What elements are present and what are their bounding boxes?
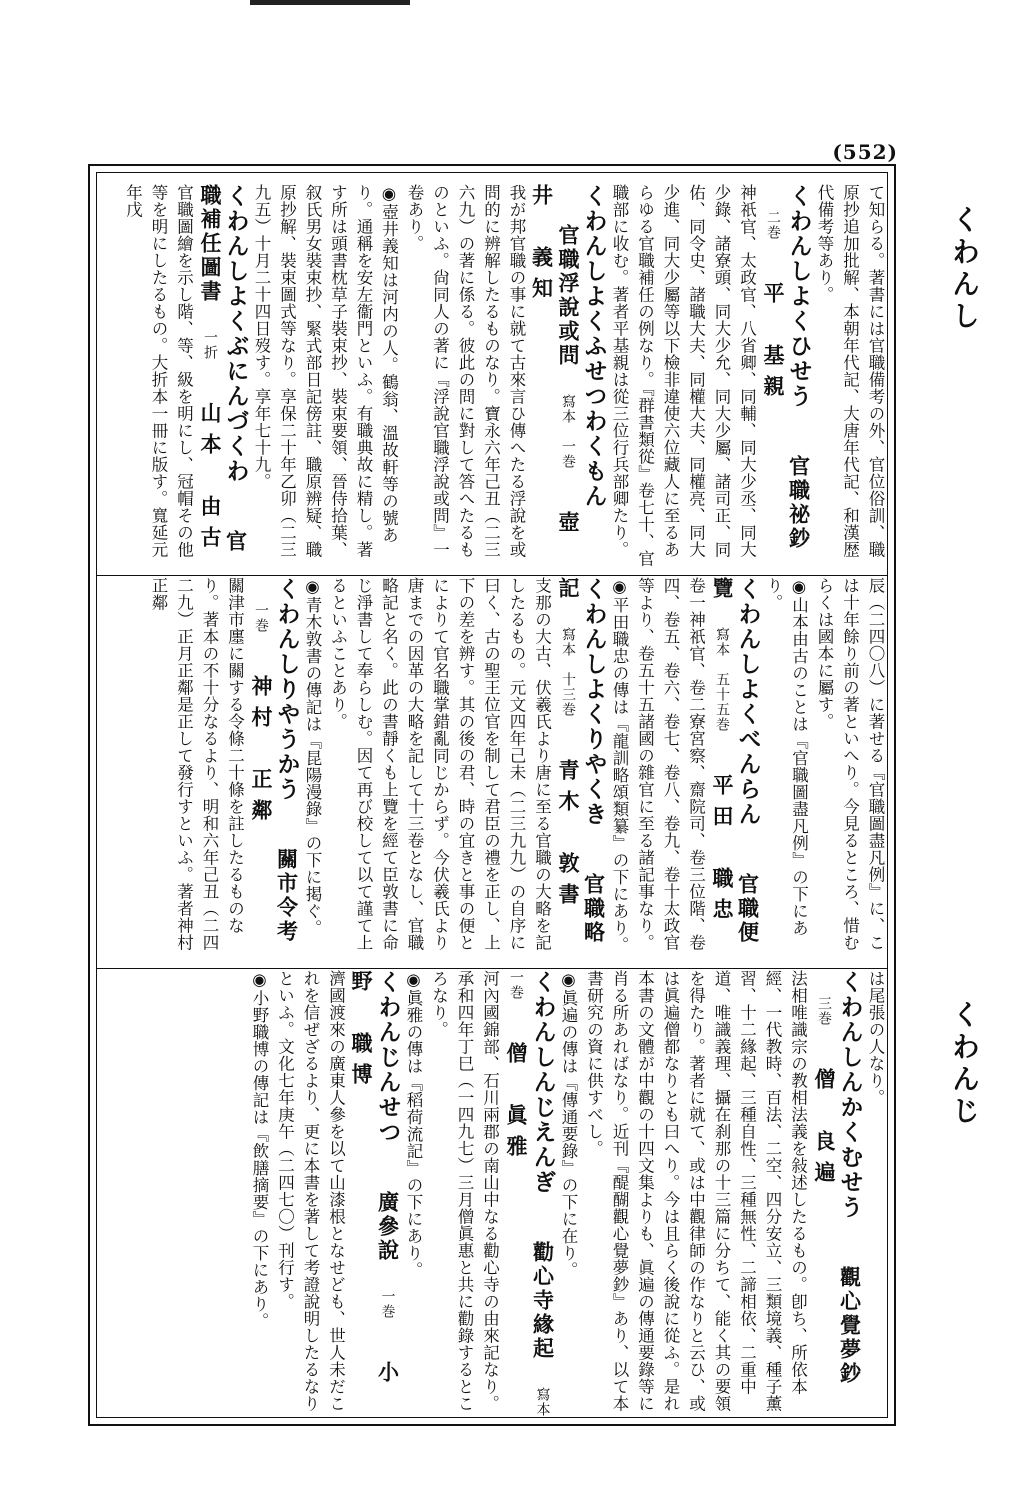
entry-note: ◉小野職博の傳記は『飲膳摘要』の下にあり。	[250, 970, 269, 1330]
entry-author: 僧 良遍	[812, 1068, 837, 1192]
continuation-text: は尾張の人なり。	[866, 970, 885, 1106]
entry-heading: くわんしよくべんらん	[734, 577, 762, 827]
entry-title: 關市令考	[274, 847, 300, 944]
entry-title: 勸心寺緣起	[530, 1240, 556, 1361]
entry-title: 官職祕鈔	[786, 454, 812, 551]
entry-author: 青木 敦書	[556, 759, 581, 914]
entry-title-line	[530, 184, 582, 542]
text-band-middle	[100, 577, 888, 961]
entry-volumes: 一巻	[379, 1288, 396, 1319]
entry-heading: くわんしんかくむせう	[836, 970, 864, 1220]
entry-title: 官職略記	[556, 577, 607, 945]
entry-note: ◉眞雅の傳は『稻荷流記』の下にあり。	[404, 970, 423, 1279]
entry-body: 濟國渡來の廣東人參を以て山漆根となせども、世人未だこれを信ぜざるより、更に本書を著して考證說明したるなりといふ。文化七年庚午（二四七〇）刊行す。	[275, 970, 346, 1412]
entry-heading: くわんじんせつ	[374, 970, 402, 1145]
running-head-top: くわんし	[948, 205, 981, 333]
entry-author: 平 基親	[761, 282, 786, 406]
entry-volumes: 三巻	[816, 996, 832, 1026]
entry-body: 我が邦官職の事に就て古來言ひ傳へたる浮說を或問的に辨解したるものなり。寶永六年己丑（二三六九）の著に係る。彼此の問に對して答へたるものといふ。尙同人の著に『浮說官職浮說或問』一卷あり。	[405, 184, 526, 558]
entry-heading: くわんしよくふせつわくもん	[580, 184, 608, 509]
entry-heading: くわんしよくひせう	[785, 184, 813, 409]
entry-author: 山本 由古	[198, 402, 223, 557]
entry-volumes: 寫本 一巻	[560, 394, 576, 469]
entry-author: 壺井 義知	[529, 184, 581, 542]
entry-heading: くわんしよくぶにんづくわ	[222, 184, 250, 484]
entry-volumes: 寫本 一巻	[508, 970, 551, 1432]
entry-body: 卷一神祇官、卷二寮宮察、齋院司、卷三位階、卷四、卷五、卷六、卷七、卷八、卷九、卷十太政官等より、卷五十五諸國の雜官に至る諸記事なり。	[635, 577, 706, 951]
entry-title: 廣參說	[375, 1190, 401, 1263]
entry-note: ◉眞遍の傳は『傳通要錄』の下に在り。	[559, 970, 578, 1279]
entry-heading: くわんしりやうかう	[273, 577, 301, 802]
entry-author: 平田 職忠	[710, 774, 735, 929]
top-edge-mark	[250, 0, 410, 5]
entry-body: 關津市廛に關する令條二十條を註したるものなり。著本の不十分なるより、明和六年己丑（二四二九）正月正鄰是正して發行すといふ。著者神村正鄰	[149, 577, 245, 951]
continuation-text: て知らる。著書には官職備考の外、官位俗訓、職原抄追加批解、本朝年代記、大唐年代記、和漢歴代備考等あり。	[815, 184, 885, 558]
entry-title: 官職補任圖書	[198, 184, 249, 554]
entry-note: ◉壺井義知は河内の人。鶴翁、溫故軒等の號あり。通稱を安左衞門といふ。有職典故に精し。著す所は頭書枕草子裝束抄、裝束要領、晉侍拾葉、叙氏男女裝束抄、緊式部日記傍註、職原辨疑、職原抄解、裝束圖式等なり。享保二十年乙卯（二三九五）十月二十四日歿す。享年七十九。	[252, 184, 399, 558]
entry-body: 神祇官、太政官、八省卿、同輔、同大少丞、同大少錄、諸寮頭、同大少允、同大少屬、諸司正、同佑、同令史、諸職大夫、同權大夫、同權亮、同大少進、同大少屬等以下檢非違使六位藏人に至るあらゆる官職補任の例なり。『群書類從』卷七十、官職部に收む。著者平基親は從三位行兵部卿たり。	[610, 184, 757, 567]
entry-volumes: 寫本 十三巻	[560, 627, 576, 717]
running-head-bottom: くわんじ	[948, 1000, 981, 1128]
page-number: (552)	[832, 140, 898, 164]
entry-body: 官職圖繪を示し階、等、級を明にし、冠帽その他等を明にしたるもの。大折本一冊に版す。寬延元年戊	[123, 184, 194, 558]
entry-author: 僧 眞雅	[504, 1042, 529, 1166]
entry-heading: くわんしんじえんぎ	[529, 970, 557, 1195]
entry-note: ◉平田職忠の傳は『龍訓略頌類纂』の下にあり。	[610, 577, 629, 954]
entry-author: 神村 正鄰	[249, 675, 274, 830]
continuation-text: 辰（二四〇八）に著せる『官職圖盡凡例』に、こは十年餘り前の著といへり。今見るところ、惜むらくは國本に屬す。	[815, 577, 885, 951]
text-band-lower	[100, 970, 888, 1432]
entry-body: 法相唯識宗の教相法義を敍述したるもの。卽ち、所依本經、一代教時、百法、二空、四分安立、三類境義、種子薰習、十二緣起、三種自性、三種無性、二諦相依、二重中道、唯識義理、攝在刹那の十三篇に分ちて、能く其の要領を得たり。著者に就て、或は中觀律師の作なりと云ひ、或は眞遍僧都なりとも曰へり。今は且らく後說に從ふ。是れ本書の文體が中觀の十四文集よりも、眞遍の傳通要錄等に肖る所あればなり。近刊『醍醐觀心覺夢鈔』あり、以て本書研究の資に供すべし。	[584, 970, 808, 1412]
entry-title: 官職便覽	[710, 577, 761, 945]
entry-note: ◉山本由古のことは『官職圖盡凡例』の下にあり。	[764, 577, 809, 937]
band-divider	[97, 575, 887, 576]
entry-volumes: 一折	[202, 330, 218, 360]
entry-body: 支那の大古、伏羲氏より唐に至る官職の大略を記したるもの。元文四年己未（二三九九）の自序に曰く、古の聖王位官を制して君臣の禮を正し、上下の差を辨す。其の後の君、時の宜きと事の便とによりて官名職掌錯亂同じからず。今伏羲氏より唐までの因革の大略を記して十三卷となし、官職略記と名く。此の書靜くも上覽を經て臣敦書に命じ淨書して奉らしむ。因て再び校して以て謹て上るといふことあり。	[328, 577, 552, 951]
entry-volumes: 一巻	[253, 603, 269, 633]
entry-note: ◉青木敦書の傳記は『昆陽漫錄』の下に掲ぐ。	[303, 577, 322, 937]
band-divider	[97, 968, 887, 969]
entry-title: 觀心覺夢鈔	[837, 1265, 863, 1386]
entry-volumes: 寫本 五十五巻	[714, 627, 730, 732]
text-band-upper	[100, 184, 888, 569]
entry-volumes: 二巻	[765, 210, 781, 240]
entry-author: 小野 職博	[349, 970, 401, 1392]
entry-heading: くわんしよくりやくき	[580, 577, 608, 827]
entry-body: 河內國錦部、石川兩郡の南山中なる勸心寺の由來記なり。承和四年丁巳（一四九七）三月僧眞惠と共に勸錄するところなり。	[429, 970, 500, 1412]
entry-title: 官職浮說或問	[556, 224, 581, 368]
